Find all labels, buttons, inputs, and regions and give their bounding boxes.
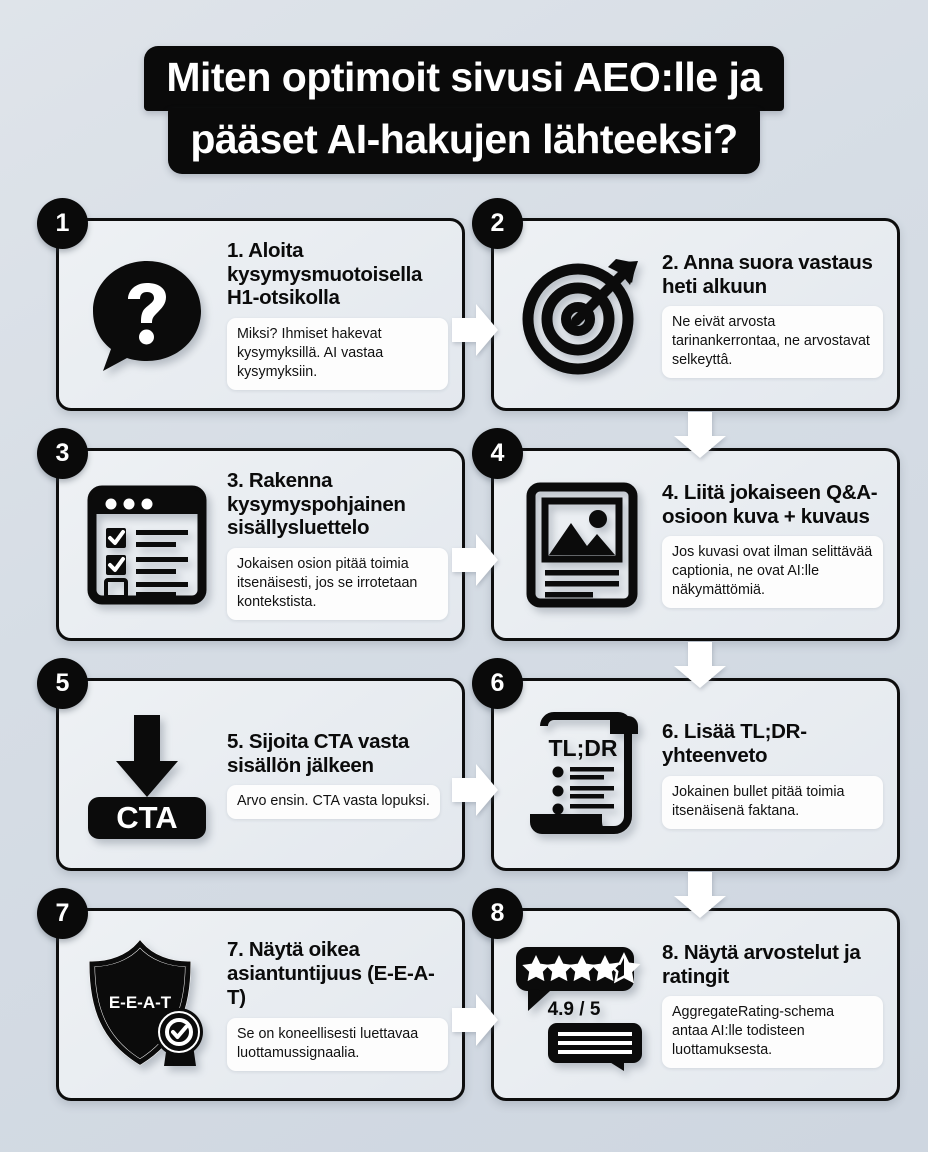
eeat-label: E-E-A-T — [108, 992, 172, 1012]
step-note-6: Jokainen bullet pitää toimia itsenäisenä faktana. — [662, 776, 883, 829]
step-title-4: 4. Liitä jokaiseen Q&A-osioon kuva + kuvaus — [662, 480, 878, 528]
page-title-line-2: pääset AI-hakujen lähteeksi? — [168, 108, 759, 173]
arrow-step7-to-step8 — [452, 994, 498, 1046]
star-rating-bubbles-icon — [506, 921, 658, 1088]
arrow-step2-to-step4 — [674, 412, 726, 458]
step-note-4: Jos kuvasi ovat ilman selittävää captionia, ne ovat AI:lle näkymättömiä. — [662, 536, 883, 608]
arrow-step5-to-step6 — [452, 764, 498, 816]
step-card-4[interactable] — [490, 439, 900, 641]
step-card-5[interactable] — [55, 669, 465, 871]
step-title-6: 6. Lisää TL;DR-yhteenveto — [662, 720, 807, 767]
target-arrow-icon — [506, 231, 658, 398]
cta-button-label: CTA — [116, 799, 178, 835]
shield-badge-icon — [71, 921, 223, 1088]
arrow-step4-to-step6 — [674, 642, 726, 688]
step-note-8: AggregateRating-schema antaa AI:lle todisteen luottamuksesta. — [662, 996, 883, 1068]
step-title-2: 2. Anna suora vastaus heti alkuun — [662, 250, 873, 298]
step-title-7: 7. Näytä oikea asiantuntijuus (E-E-A-T) — [227, 938, 435, 1009]
scroll-document-icon — [506, 691, 658, 858]
rating-score-label: 4.9 / 5 — [547, 998, 601, 1020]
down-arrow-cta-button-icon — [71, 691, 223, 858]
step-card-3[interactable] — [55, 439, 465, 641]
image-with-caption-icon — [506, 461, 658, 628]
browser-checklist-icon — [71, 461, 223, 628]
step-note-7: Se on koneellisesti luettavaa luottamussignaalia. — [227, 1018, 448, 1071]
arrow-step1-to-step2 — [452, 304, 498, 356]
step-title-8: 8. Näytä arvostelut ja ratingit — [662, 940, 861, 988]
step-note-5: Arvo ensin. CTA vasta lopuksi. — [227, 785, 440, 819]
step-note-2: Ne eivät arvosta tarinankerrontaa, ne arvostavat selkeyttâ. — [662, 306, 883, 378]
step-number-badge-4: 4 — [472, 428, 523, 479]
arrow-step6-to-step8 — [674, 872, 726, 918]
step-number-badge-5: 5 — [37, 658, 88, 709]
step-number-badge-3: 3 — [37, 428, 88, 479]
step-card-7[interactable] — [55, 899, 465, 1101]
step-number-badge-8: 8 — [472, 888, 523, 939]
tldr-label: TL;DR — [548, 734, 618, 761]
step-number-badge-6: 6 — [472, 658, 523, 709]
page-title — [0, 46, 928, 174]
step-title-1: 1. Aloita kysymysmuotoisella H1-otsikolla — [227, 238, 423, 310]
step-card-8[interactable] — [490, 899, 900, 1101]
step-number-badge-1: 1 — [37, 198, 88, 249]
question-speech-bubble-icon — [71, 231, 223, 398]
step-number-badge-2: 2 — [472, 198, 523, 249]
step-title-5: 5. Sijoita CTA vasta sisällön jälkeen — [227, 729, 409, 777]
arrow-step3-to-step4 — [452, 534, 498, 586]
step-note-1: Miksi? Ihmiset hakevat kysymyksillä. AI vastaa kysymyksiin. — [227, 318, 448, 390]
step-note-3: Jokaisen osion pitää toimia itsenäisesti, jos se irrotetaan kontekstista. — [227, 548, 448, 620]
step-card-1[interactable] — [55, 209, 465, 411]
step-title-3: 3. Rakenna kysymyspohjainen sisällysluettelo — [227, 468, 406, 540]
step-number-badge-7: 7 — [37, 888, 88, 939]
step-card-2[interactable] — [490, 209, 900, 411]
step-card-6[interactable] — [490, 669, 900, 871]
page-title-line-1: Miten optimoit sivusi AEO:lle ja — [144, 46, 783, 111]
